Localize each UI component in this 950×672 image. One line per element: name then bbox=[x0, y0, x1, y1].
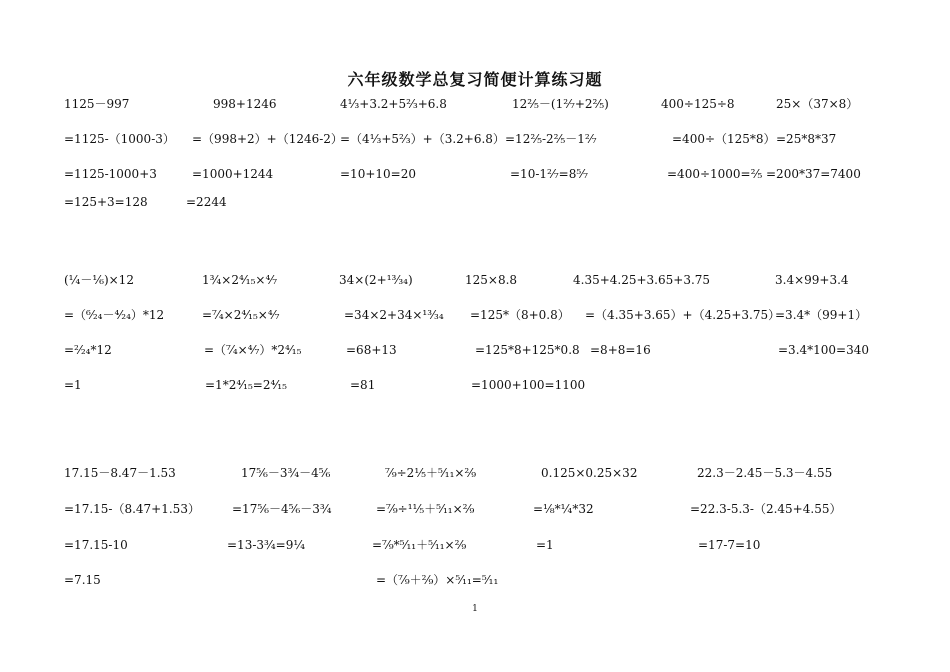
math-line: =17-7=10 bbox=[698, 538, 761, 552]
page-title: 六年级数学总复习简便计算练习题 bbox=[347, 70, 603, 89]
math-line: =10+10=20 bbox=[340, 167, 416, 181]
math-line: 4.35+4.25+3.65+3.75 bbox=[573, 273, 711, 287]
math-line: =8+8=16 bbox=[590, 343, 651, 357]
math-line: =1125-（1000-3） bbox=[64, 132, 175, 146]
math-line: =1 bbox=[64, 378, 82, 392]
math-line: =34×2+34×¹³⁄₃₄ bbox=[344, 308, 444, 322]
math-line: 400÷125÷8 bbox=[661, 97, 735, 111]
math-line: (¼－⅙)×12 bbox=[64, 273, 134, 287]
math-line: =13-3¾=9¼ bbox=[227, 538, 305, 552]
math-line: =125+3=128 bbox=[64, 195, 148, 209]
math-line: 998+1246 bbox=[213, 97, 277, 111]
math-line: =22.3-5.3-（2.45+4.55） bbox=[690, 502, 842, 516]
math-line: =（4.35+3.65）+（4.25+3.75） bbox=[585, 308, 781, 322]
math-line: =125*（8+0.8） bbox=[470, 308, 570, 322]
math-line: =1 bbox=[536, 538, 554, 552]
math-line: =⁷⁄₄×2⁴⁄₁₅×⁴⁄₇ bbox=[202, 308, 280, 322]
math-line: =（998+2）+（1246-2） bbox=[192, 132, 343, 146]
math-line: =⁷⁄₉*⁵⁄₁₁＋⁵⁄₁₁×²⁄₉ bbox=[372, 538, 467, 552]
math-line: 12⅖－(1²⁄₇+2⅖) bbox=[512, 97, 609, 111]
math-line: =125*8+125*0.8 bbox=[475, 343, 580, 357]
math-line: 34×(2+¹³⁄₃₄) bbox=[339, 273, 413, 287]
math-line: =（4⅓+5⅔）+（3.2+6.8） bbox=[340, 132, 505, 146]
math-line: =⁷⁄₉÷¹¹⁄₅＋⁵⁄₁₁×²⁄₉ bbox=[376, 502, 475, 516]
math-line: 0.125×0.25×32 bbox=[541, 466, 638, 480]
math-line: =1*2⁴⁄₁₅=2⁴⁄₁₅ bbox=[205, 378, 287, 392]
math-line: =17⅚－4⅚－3¾ bbox=[232, 502, 332, 516]
math-line: =7.15 bbox=[64, 573, 101, 587]
math-line: 4⅓+3.2+5⅔+6.8 bbox=[340, 97, 447, 111]
math-line: =17.15-10 bbox=[64, 538, 128, 552]
page-number: 1 bbox=[472, 604, 478, 614]
math-line: =200*37=7400 bbox=[766, 167, 861, 181]
math-line: 3.4×99+3.4 bbox=[775, 273, 849, 287]
math-line: =2244 bbox=[186, 195, 227, 209]
math-line: =（⁷⁄₄×⁴⁄₇）*2⁴⁄₁₅ bbox=[204, 343, 302, 357]
math-line: =25*8*37 bbox=[776, 132, 837, 146]
math-line: =17.15-（8.47+1.53） bbox=[64, 502, 200, 516]
math-line: =（⁷⁄₉＋²⁄₉）×⁵⁄₁₁=⁵⁄₁₁ bbox=[376, 573, 499, 587]
math-line: 25×（37×8） bbox=[776, 97, 859, 111]
math-line: ⁷⁄₉÷2⅕＋⁵⁄₁₁×²⁄₉ bbox=[385, 466, 477, 480]
math-line: =3.4*（99+1） bbox=[775, 308, 868, 322]
math-line: =3.4*100=340 bbox=[778, 343, 870, 357]
math-line: 17⅚－3¾－4⅚ bbox=[241, 466, 331, 480]
math-line: =68+13 bbox=[346, 343, 397, 357]
math-line: =1000+100=1100 bbox=[471, 378, 586, 392]
math-line: =400÷1000=⅖ bbox=[667, 167, 763, 181]
math-line: =81 bbox=[350, 378, 376, 392]
math-line: =（⁶⁄₂₄－⁴⁄₂₄）*12 bbox=[64, 308, 165, 322]
math-line: =⅛*¼*32 bbox=[533, 502, 594, 516]
math-line: =10-1²⁄₇=8⁵⁄₇ bbox=[510, 167, 588, 181]
math-line: =12⅖-2⅖－1²⁄₇ bbox=[505, 132, 597, 146]
math-line: =1000+1244 bbox=[192, 167, 274, 181]
math-line: 22.3－2.45－5.3－4.55 bbox=[697, 466, 833, 480]
math-line: =400÷（125*8） bbox=[672, 132, 776, 146]
math-line: 1¾×2⁴⁄₁₅×⁴⁄₇ bbox=[202, 273, 278, 287]
math-line: 17.15－8.47－1.53 bbox=[64, 466, 176, 480]
math-line: =1125-1000+3 bbox=[64, 167, 157, 181]
math-line: 125×8.8 bbox=[465, 273, 518, 287]
math-line: 1125－997 bbox=[64, 97, 130, 111]
math-line: =²⁄₂₄*12 bbox=[64, 343, 112, 357]
